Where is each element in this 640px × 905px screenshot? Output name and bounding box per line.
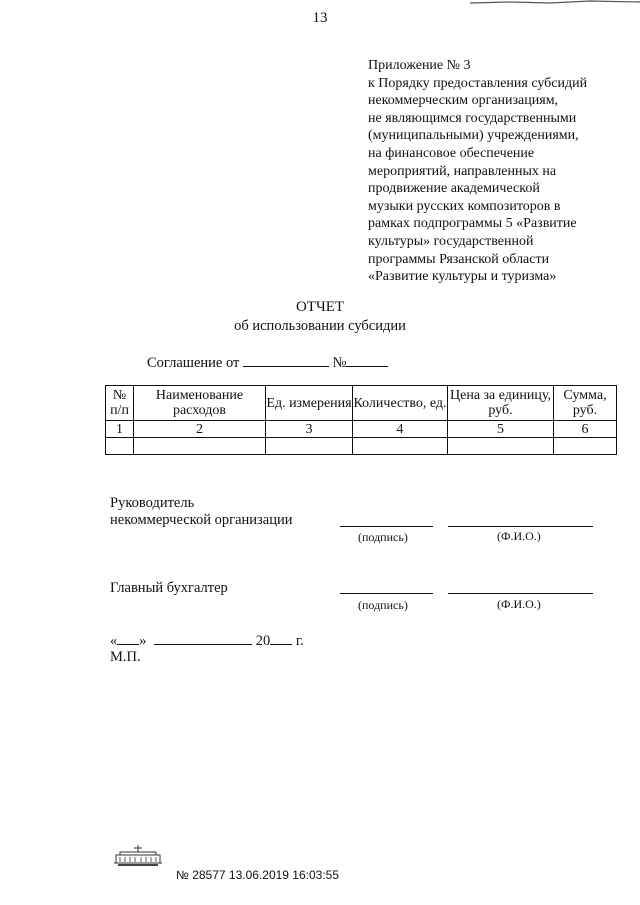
table-row (106, 438, 617, 455)
head-title-line1: Руководитель (110, 495, 195, 511)
appendix-line: культуры» государственной (368, 233, 534, 249)
accountant-signature-caption: (подпись) (358, 598, 408, 612)
agreement-line (147, 352, 388, 372)
appendix-line: (муниципальными) учреждениями, (368, 128, 579, 144)
table-cell: 3 (266, 421, 353, 438)
agreement-number-blank (346, 352, 388, 367)
date-line (110, 630, 304, 650)
accountant-name-caption: (Ф.И.О.) (497, 597, 541, 611)
appendix-line: рамках подпрограммы 5 «Развитие (368, 216, 577, 232)
table-cell: 2 (134, 421, 266, 438)
col-header-sum: Сумма, руб. (554, 386, 617, 421)
table-cell: 5 (448, 421, 554, 438)
registration-footer: № 28577 13.06.2019 16:03:55 (176, 868, 340, 882)
appendix-line: программы Рязанской области (368, 251, 550, 267)
head-title-line2: некоммерческой организации (110, 512, 293, 528)
col-header-unit: Ед. измерения (266, 386, 353, 421)
table-header-row (106, 386, 617, 421)
date-year-blank (270, 630, 292, 645)
table-cell (448, 438, 554, 455)
appendix-line: продвижение академической (368, 181, 540, 197)
report-subtitle: об использовании субсидии (234, 318, 406, 334)
appendix-line: музыки русских композиторов в (368, 198, 561, 214)
col-header-unit-price: Цена за единицу, руб. (448, 386, 554, 421)
table-cell: 4 (353, 421, 448, 438)
date-open-quote: « (110, 633, 118, 649)
date-year-prefix: 20 (255, 633, 271, 649)
accountant-title: Главный бухгалтер (110, 580, 228, 596)
col-header-quantity: Количество, ед. (353, 386, 448, 421)
table-cell (554, 438, 617, 455)
seal-placeholder: М.П. (110, 649, 141, 665)
appendix-block (368, 57, 587, 286)
table-column-numbers-row (106, 421, 617, 438)
appendix-line: на финансовое обеспечение (368, 145, 535, 161)
col-header-expense-name: Наименование расходов (134, 386, 266, 421)
table-cell: 6 (554, 421, 617, 438)
appendix-line: «Развитие культуры и туризма» (368, 269, 557, 285)
appendix-line: не являющимся государственными (368, 110, 577, 126)
agreement-date-blank (243, 352, 329, 367)
col-header-number: № п/п (106, 386, 134, 421)
table-cell (353, 438, 448, 455)
head-signature-line (340, 526, 433, 527)
appendix-line: некоммерческим организациям, (368, 93, 559, 109)
agreement-label: Соглашение от (147, 355, 240, 371)
appendix-line: мероприятий, направленных на (368, 163, 557, 179)
accountant-name-line (448, 593, 593, 594)
registry-stamp-icon (112, 843, 164, 867)
agreement-number-sign: № (332, 355, 347, 371)
head-name-caption: (Ф.И.О.) (497, 529, 541, 543)
date-month-blank (154, 630, 252, 645)
report-title: ОТЧЕТ (295, 299, 345, 315)
appendix-line: к Порядку предоставления субсидий (368, 75, 588, 91)
appendix-heading: Приложение № 3 (368, 58, 471, 73)
table-cell (134, 438, 266, 455)
expenses-table (105, 385, 617, 455)
accountant-signature-line (340, 593, 433, 594)
table-cell (266, 438, 353, 455)
date-close-quote: » (139, 633, 147, 649)
head-name-line (448, 526, 593, 527)
head-signature-caption: (подпись) (358, 530, 408, 544)
scan-edge-mark (470, 0, 640, 6)
page-number: 13 (312, 10, 328, 26)
table-cell (106, 438, 134, 455)
table-cell: 1 (106, 421, 134, 438)
date-day-blank (117, 630, 139, 645)
date-year-suffix: г. (295, 633, 304, 649)
